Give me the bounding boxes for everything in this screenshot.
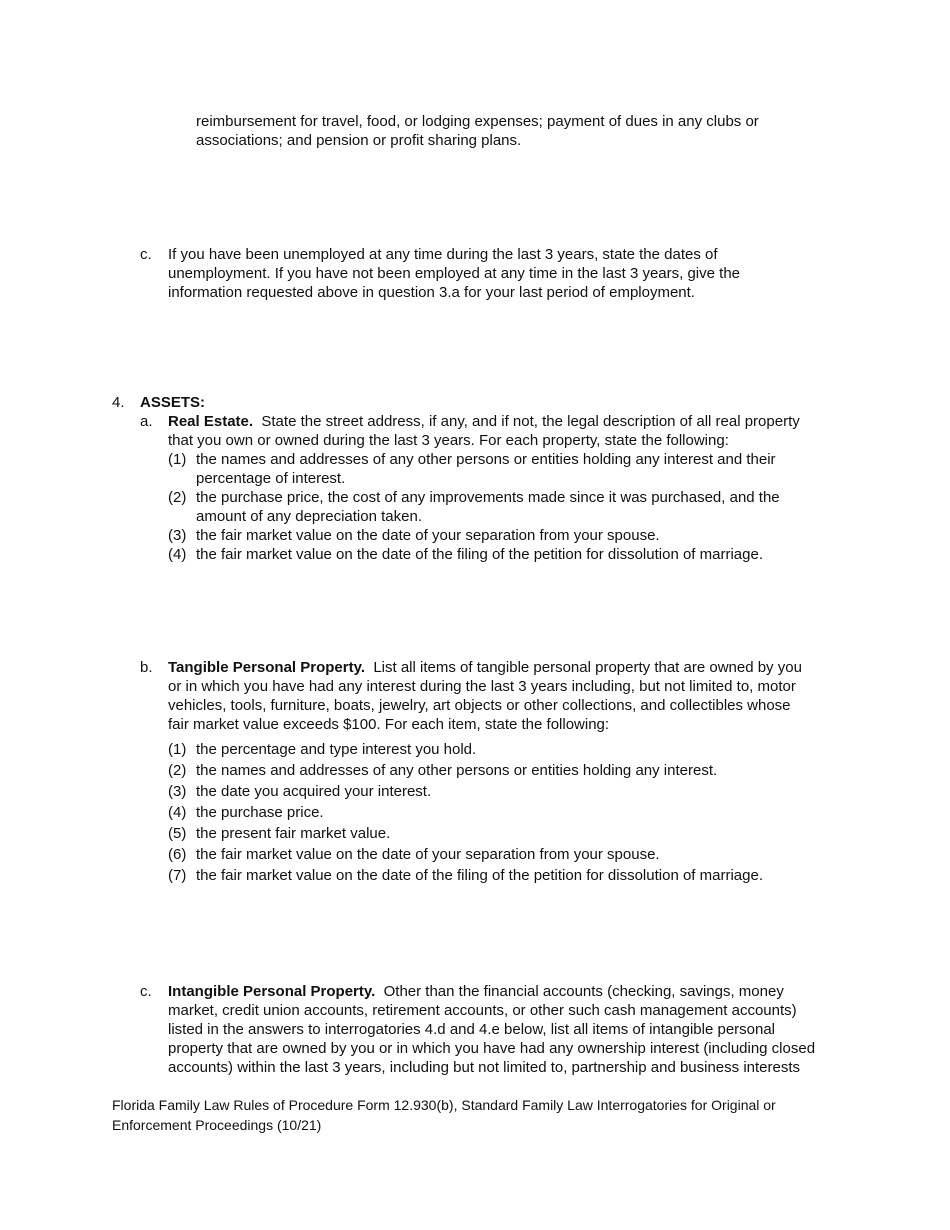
item-4b-3-text: the date you acquired your interest.: [196, 783, 432, 800]
item-4b-6-num: (6): [168, 846, 187, 863]
item-4b-5-text: the present fair market value.: [196, 825, 391, 842]
item-4a-marker: a.: [140, 413, 153, 430]
item-4c-marker: c.: [140, 983, 152, 1000]
item-4c-line-1-rest: Other than the financial accounts (checking, savings, money: [375, 983, 784, 1000]
item-4b-line-2: or in which you have had any interest during the last 3 years including, but not limited to, motor: [168, 678, 796, 695]
item-4a-heading: Real Estate.: [168, 413, 254, 430]
intro-line-2: associations; and pension or profit sharing plans.: [196, 132, 522, 149]
item-4a-1-line-2: percentage of interest.: [196, 470, 346, 487]
section-4-title: ASSETS:: [140, 394, 206, 411]
item-4a-4-num: (4): [168, 546, 187, 563]
item-4a-1-num: (1): [168, 451, 187, 468]
item-4b-marker: b.: [140, 659, 153, 676]
item-4a-2-line-2: amount of any depreciation taken.: [196, 508, 422, 525]
item-4b-3-num: (3): [168, 783, 187, 800]
item-4b-1-num: (1): [168, 741, 187, 758]
item-4c-line-2: market, credit union accounts, retirement accounts, or other such cash management accounts): [168, 1002, 797, 1019]
item-4c-line-1: [168, 982, 784, 1001]
footer-line-1: Florida Family Law Rules of Procedure Form 12.930(b), Standard Family Law Interrogatories for Original or: [112, 1097, 776, 1113]
item-4a-2-line-1: the purchase price, the cost of any improvements made since it was purchased, and the: [196, 489, 780, 506]
item-4c-line-4: property that are owned by you or in which you have had any ownership interest (including closed: [168, 1040, 816, 1057]
item-4b-4-text: the purchase price.: [196, 804, 324, 821]
section-4-number: 4.: [112, 394, 125, 411]
item-4b-7-text: the fair market value on the date of the filing of the petition for dissolution of marriage.: [196, 867, 763, 884]
item-3c-line-3: information requested above in question 3.a for your last period of employment.: [168, 284, 695, 301]
item-4b-heading: Tangible Personal Property.: [168, 659, 365, 676]
item-4b-2-num: (2): [168, 762, 187, 779]
item-4b-line-4: fair market value exceeds $100. For each item, state the following:: [168, 716, 610, 733]
item-4a-line-1-rest: State the street address, if any, and if not, the legal description of all real property: [253, 413, 800, 430]
page-footer: [112, 1095, 776, 1135]
item-3c-line-1: If you have been unemployed at any time during the last 3 years, state the dates of: [168, 246, 718, 263]
item-4c-line-3: listed in the answers to interrogatories 4.d and 4.e below, list all items of intangible personal: [168, 1021, 776, 1038]
item-4a-3-line-1: the fair market value on the date of your separation from your spouse.: [196, 527, 660, 544]
item-3c-line-2: unemployment. If you have not been employed at any time in the last 3 years, give the: [168, 265, 740, 282]
item-4a-line-1: [168, 412, 800, 431]
item-4c-heading: Intangible Personal Property.: [168, 983, 376, 1000]
item-4b-4-num: (4): [168, 804, 187, 821]
item-4a-2-num: (2): [168, 489, 187, 506]
item-4b-1-text: the percentage and type interest you hold.: [196, 741, 477, 758]
intro-line-1: reimbursement for travel, food, or lodging expenses; payment of dues in any clubs or: [196, 113, 759, 130]
item-4b-2-text: the names and addresses of any other persons or entities holding any interest.: [196, 762, 718, 779]
footer-line-2: Enforcement Proceedings (10/21): [112, 1117, 322, 1133]
item-4b-line-1: [168, 658, 802, 677]
item-4b-line-1-rest: List all items of tangible personal property that are owned by you: [365, 659, 802, 676]
item-4a-3-num: (3): [168, 527, 187, 544]
item-4a-4-line-1: the fair market value on the date of the filing of the petition for dissolution of marriage.: [196, 546, 763, 563]
item-4b-line-3: vehicles, tools, furniture, boats, jewelry, art objects or other collections, and collectibles whose: [168, 697, 791, 714]
item-4b-6-text: the fair market value on the date of your separation from your spouse.: [196, 846, 660, 863]
item-4a-line-2: that you own or owned during the last 3 years. For each property, state the following:: [168, 432, 729, 449]
item-4c-line-5: accounts) within the last 3 years, including but not limited to, partnership and business interests: [168, 1059, 801, 1076]
item-4b-7-num: (7): [168, 867, 187, 884]
item-4a-1-line-1: the names and addresses of any other persons or entities holding any interest and their: [196, 451, 776, 468]
item-4b-5-num: (5): [168, 825, 187, 842]
item-3c-marker: c.: [140, 246, 152, 263]
